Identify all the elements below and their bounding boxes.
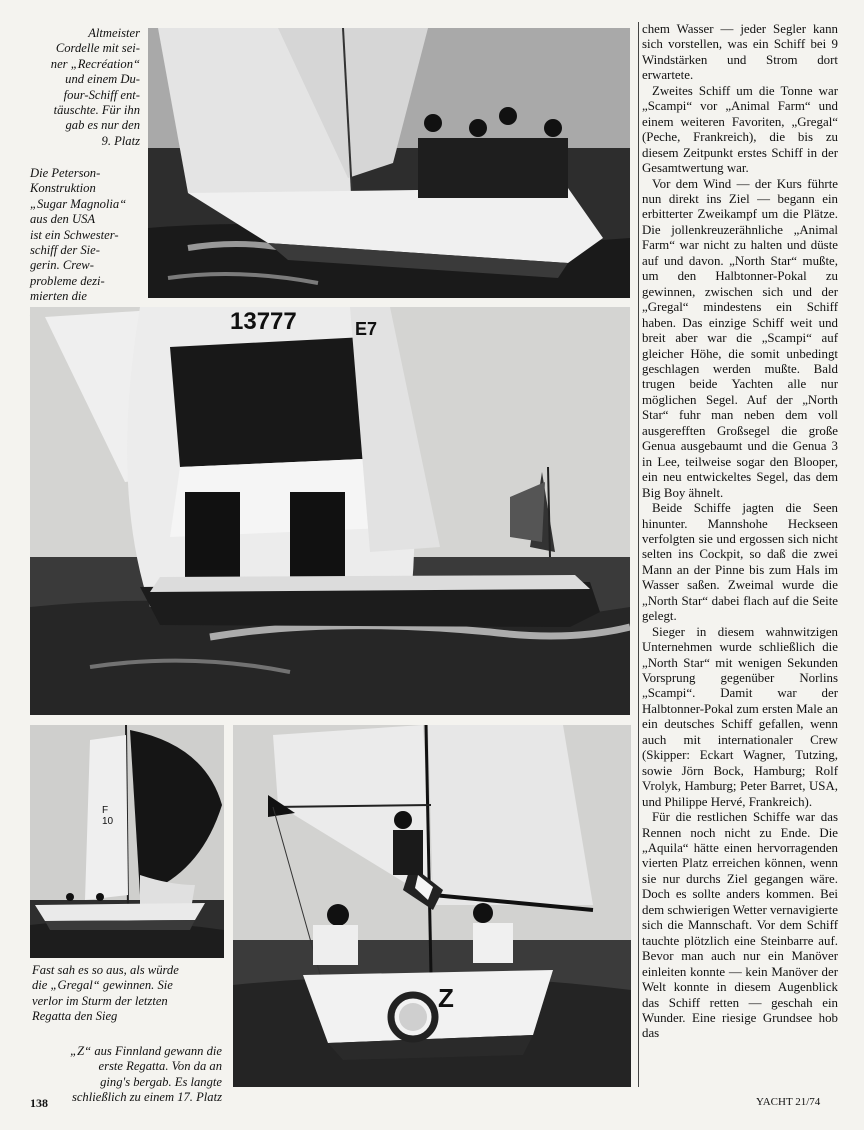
small-sail-number: F 10	[102, 805, 114, 827]
article-paragraph: Für die restlichen Schiffe war das Rennen noch nicht zu Ende. Die „Aquila“ hätte einen hervorragenden vierten Platz erreichen können, wenn sie nur durchs Ziel gegangen wäre. Doch es sollte anders kommen. Bei dem schwierigen Wetter vernavigierte sich die Mannschaft. Vor dem Schiff tauchte plötzlich eine Steinbarre auf. Bevor man auch nur ein Manöver einleiten konnte — kein Manöver der Welt konnte in diesem Augenblick das Schiff retten — geschah ein Wunder. Eine riesige Grundsee hob das	[642, 810, 838, 1041]
article-column	[642, 22, 838, 1042]
photo-sugar-magnolia-spinnaker	[30, 307, 630, 715]
photo-finland-z-yacht	[233, 725, 631, 1087]
article-paragraph: Beide Schiffe jagten die Seen hinunter. Mannshohe Heckseen verfolgten sie und ergossen sich nicht selten ins Cockpit, so daß die zwei Mann an der Pinne bis zum Hals im Wasser saßen. Zweimal wurde die „North Star“ dabei flach auf die Seite gelegt.	[642, 501, 838, 624]
page-number: 138	[30, 1096, 48, 1110]
article-paragraph: chem Wasser — jeder Segler kann sich vorstellen, was ein Schiff bei 9 Windstärken und Strom dort erwartete.	[642, 22, 838, 83]
bow-letter: Z	[438, 983, 454, 1013]
photo-recreation-yacht	[148, 28, 630, 298]
caption-gregal: Fast sah es so aus, als würde die „Gregal“ gewinnen. Sie verlor im Sturm der letzten Regatta den Sieg	[32, 963, 179, 1024]
caption-peterson: Die Peterson- Konstruktion „Sugar Magnolia“ aus den USA ist ein Schwester- schiff der Sie- gerin. Crew- probleme dezi- mierten die	[30, 166, 127, 304]
magazine-issue: YACHT 21/74	[756, 1096, 821, 1108]
article-paragraph: Vor dem Wind — der Kurs führte nun direkt ins Ziel — begann ein erbitterter Zweikampf um die Plätze. Die jollenkreuzerähnliche „Animal Farm“ war nicht zu halten und düste auf und davon. „North Star“ mußte, um den Halbtonner-Pokal zu gewinnen, zwischen sich und der „Gregal“ mindestens ein Schiff haben. Das einzige Schiff weit und breit aber war die „Scampi“ auf gleicher Höhe, die somit unbedingt geschlagen werden mußte. Bald trugen beide Yachten alle nur möglichen Segel. Auf der „North Star“ fuhr man neben dem voll ausgerefften Großsegel die große Genua ausgebaumt und die Genua 3 in Lee, teilweise sogar den Blooper, ein neu entwickeltes Segel, das dem Big Boy ähnelt.	[642, 176, 838, 500]
article-paragraph: Zweites Schiff um die Tonne war „Scampi“ vor „Animal Farm“ und einem weiteren Favoriten, „Gregal“ (Peche, Frankreich), die bis zu diesem Zeitpunkt erstes Schiff in der Gesamtwertung war.	[642, 83, 838, 176]
article-paragraph: Sieger in diesem wahnwitzigen Unternehmen wurde schließlich die „North Star“ mit wenigen Sekunden Vorsprung gegenüber Norlins „Scampi“. Damit war der Halbtonner-Pokal zum ersten Male an ein deutsches Schiff gefallen, wenn auch mit internationaler Crew (Skipper: Eckart Wagner, Tutzing, sowie Jörn Bock, Hamburg; Rolf Vrolyk, Hamburg; Peter Barret, USA, und Philippe Hervé, Frankreich).	[642, 624, 838, 809]
spinnaker-number: 13777	[230, 308, 297, 335]
caption-finland: „Z“ aus Finnland gewann die erste Regatta. Von da an ging's bergab. Es langte schließlich zu einem 17. Platz	[70, 1044, 222, 1105]
mainsail-number: E7	[355, 319, 378, 339]
column-rule	[638, 22, 639, 1087]
caption-cordelle: Altmeister Cordelle mit sei- ner „Recréation“ und einem Du- four-Schiff ent- täuschte. Für ihn gab es nur den 9. Platz	[50, 26, 140, 148]
photo-gregal-yacht	[30, 725, 224, 958]
